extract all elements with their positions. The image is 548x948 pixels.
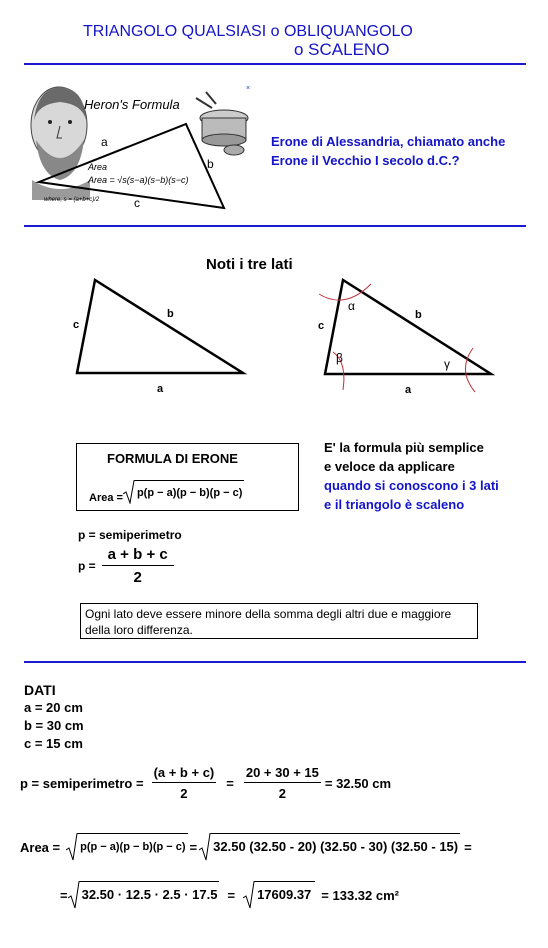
area-formula: Area = √s(s−a)(s−b)(s−c) (88, 175, 189, 185)
data-item-b: b = 30 cm (24, 718, 84, 733)
formula-box-title: FORMULA DI ERONE (107, 451, 238, 466)
triangle-diagram-1 (55, 270, 265, 400)
data-section (24, 681, 84, 753)
calc-p-lhs: p = semiperimetro = (20, 775, 144, 791)
calc-p-result: = 32.50 cm (324, 775, 392, 791)
calc-area-row2 (60, 881, 399, 909)
tri1-label-b: b (167, 308, 174, 320)
divider (24, 63, 526, 65)
tri2-angle-gamma: γ (444, 357, 450, 371)
calc-area-radicand3: 32.50 · 12.5 · 2.5 · 17.5 (80, 881, 220, 909)
heron-formula-image (24, 80, 259, 215)
where-text: where, s = (a+b+c)/2 (44, 197, 100, 203)
note-box: Ogni lato deve essere minore della somma degli altri due e maggiore della loro differenza. (80, 603, 478, 639)
calc-area-equals1: = (189, 839, 198, 855)
calc-area-equals4: = (227, 887, 236, 903)
calc-semiperimeter (20, 765, 391, 801)
calc-area-radical3 (68, 881, 220, 909)
calc-p-num2: 20 + 30 + 15 (244, 765, 321, 783)
calc-area-lhs: Area = (20, 839, 61, 855)
calc-area-radical4 (243, 881, 315, 909)
formula-note-line3: quando si conoscono i 3 lati (324, 478, 499, 493)
formula-radical (123, 480, 244, 504)
heron-info-line1: Erone di Alessandria, chiamato anche (271, 134, 506, 149)
tri2-angle-alpha: α (348, 299, 355, 313)
calc-p-fraction2 (244, 765, 321, 801)
data-heading: DATI (24, 682, 56, 698)
heron-caption: Heron's Formula (84, 97, 180, 112)
calc-area-radicand4: 17609.37 (255, 881, 315, 909)
calc-area-row1 (20, 833, 472, 861)
semiperimeter-lhs: p = (78, 559, 96, 573)
side-label-c: c (134, 196, 140, 210)
semiperimeter-numerator: a + b + c (102, 546, 174, 566)
divider (24, 225, 526, 227)
formula-lhs: Area = (89, 492, 123, 504)
formula-radicand: p(p − a)(p − b)(p − c) (135, 480, 244, 504)
side-label-a: a (101, 135, 108, 149)
calc-area-radical2 (199, 833, 460, 861)
tri1-label-c: c (73, 319, 80, 331)
tri1-label-a: a (157, 383, 164, 395)
triangle-diagram-2 (305, 272, 505, 402)
formula-note-line1: E' la formula più semplice (324, 440, 484, 455)
side-label-b: b (207, 157, 214, 171)
calc-area-equals2: = (464, 839, 472, 855)
calc-area-radicand2: 32.50 (32.50 - 20) (32.50 - 30) (32.50 - 15) (211, 833, 460, 861)
calc-p-num1: (a + b + c) (152, 765, 217, 783)
page-title-line2: o SCALENO (294, 40, 390, 59)
calc-area-radicand1: p(p − a)(p − b)(p − c) (78, 833, 187, 861)
formula-note (324, 438, 499, 514)
calc-p-den1: 2 (180, 786, 188, 801)
divider (24, 661, 526, 663)
calc-p-fraction1 (152, 765, 217, 801)
calc-p-equals: = (226, 775, 234, 791)
tri2-angle-beta: β (336, 351, 343, 365)
calc-area-radical1 (66, 833, 187, 861)
calc-area-result: = 133.32 cm² (321, 887, 399, 903)
semiperimeter-fraction (102, 546, 174, 586)
heron-machine (196, 85, 250, 155)
calc-area-equals3: = (60, 887, 68, 903)
tri2-label-a: a (405, 384, 412, 396)
data-item-c: c = 15 cm (24, 736, 83, 751)
semiperimeter-denominator: 2 (133, 569, 142, 586)
svg-text:×: × (246, 85, 251, 92)
tri2-label-b: b (415, 309, 422, 321)
formula-note-line2: e veloce da applicare (324, 459, 455, 474)
heron-info-line2: Erone il Vecchio I secolo d.C.? (271, 153, 460, 168)
known-sides-heading: Noti i tre lati (206, 256, 293, 273)
semiperimeter-formula (78, 546, 174, 586)
calc-p-den2: 2 (278, 786, 286, 801)
data-item-a: a = 20 cm (24, 700, 83, 715)
heron-formula-box (76, 443, 299, 511)
page-title-line1: TRIANGOLO QUALSIASI o OBLIQUANGOLO (83, 23, 413, 40)
tri2-label-c: c (318, 320, 325, 332)
semiperimeter-label: p = semiperimetro (78, 528, 182, 542)
area-label: Area (88, 162, 108, 172)
formula-note-line4: e il triangolo è scaleno (324, 497, 465, 512)
